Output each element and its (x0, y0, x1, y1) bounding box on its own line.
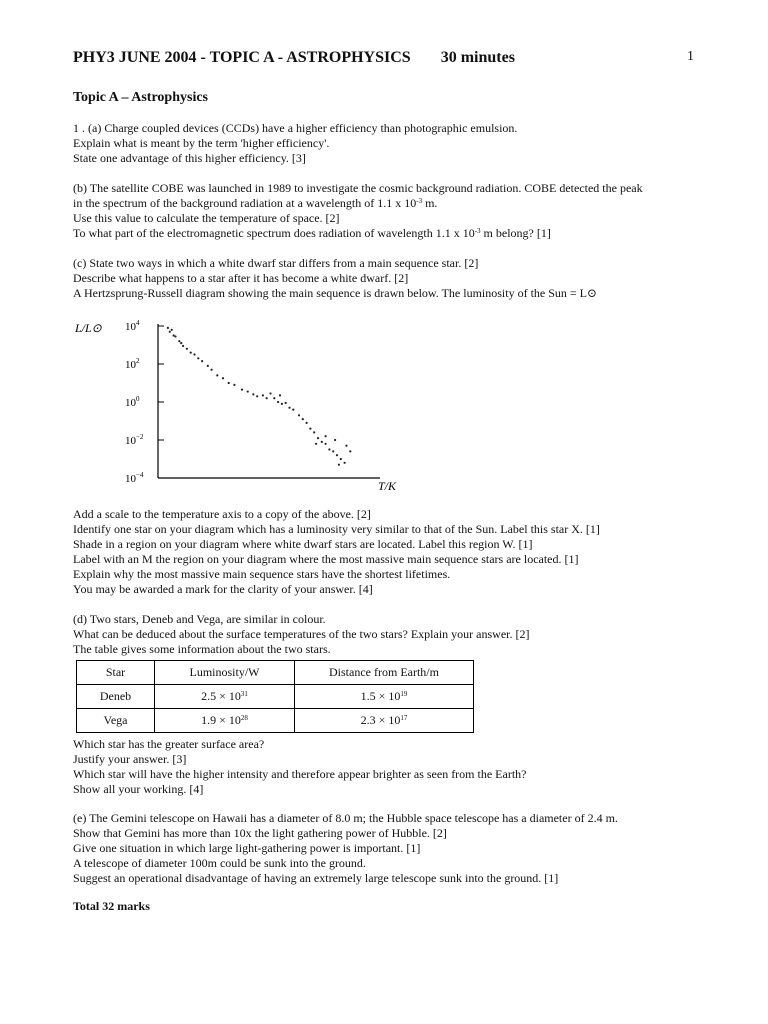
table-cell: Vega (77, 709, 155, 733)
q1b-line: (b) The satellite COBE was launched in 1989 to investigate the cosmic background radiation. COBE detected the peak (73, 181, 643, 195)
page-title (73, 49, 515, 67)
y-axis-label: L/L⊙ (75, 321, 102, 335)
star-point (222, 377, 224, 379)
star-point (338, 464, 340, 466)
table-cell: $2.3 \times 10^{17}$ (295, 709, 474, 733)
star-point (273, 397, 275, 399)
q1c-line: A Hertzsprung-Russell diagram showing the main sequence is drawn below. The luminosity of the Sun = L⊙ (73, 286, 598, 300)
q1d-after-line: Which star has the greater surface area? (73, 737, 265, 751)
q1d-line: The table gives some information about the two stars. (73, 642, 331, 656)
q1b-line: in the spectrum of the background radiation at a wavelength of 1.1 x $10^{-3}$ m. (73, 196, 438, 210)
star-point (288, 407, 290, 409)
table-row (77, 709, 474, 733)
star-point (174, 335, 176, 337)
q1d-line: (d) Two stars, Deneb and Vega, are similar in colour. (73, 612, 326, 626)
table-header: Distance from Earth/m (295, 661, 474, 685)
star-point (309, 428, 311, 430)
q1d-line: What can be deduced about the surface temperatures of the two stars? Explain your answer. [2] (73, 627, 530, 641)
q1b-line: Use this value to calculate the temperature of space. [2] (73, 211, 340, 225)
q1e-line: (e) The Gemini telescope on Hawaii has a diameter of 8.0 m; the Hubble space telescope has a diameter of 2.4 m. (73, 811, 618, 825)
star-point (178, 340, 180, 342)
y-tick-label: $10^0$ (125, 395, 140, 409)
star-point (193, 353, 195, 355)
star-point (281, 403, 283, 405)
q1c-after-line: Explain why the most massive main sequence stars have the shortest lifetimes. (73, 567, 451, 581)
star-point (167, 327, 169, 329)
star-point (252, 393, 254, 395)
table-cell: Deneb (77, 685, 155, 709)
star-point (336, 454, 338, 456)
star-point (228, 382, 230, 384)
star-point (349, 450, 351, 452)
star-point (256, 395, 258, 397)
q1a-line: Explain what is meant by the term 'higher efficiency'. (73, 136, 330, 150)
table-header: Star (77, 661, 155, 685)
star-point (190, 352, 192, 354)
q1e-line: Show that Gemini has more than 10x the light gathering power of Hubble. [2] (73, 826, 447, 840)
star-point (173, 334, 175, 336)
main-sequence-points (167, 327, 352, 466)
q1b-line: To what part of the electromagnetic spectrum does radiation of wavelength 1.1 x $10^{-3}$ m belong? [1] (73, 226, 551, 240)
star-point (169, 331, 171, 333)
star-point (321, 441, 323, 443)
exam-title: PHY3 JUNE 2004 - TOPIC A - ASTROPHYSICS (73, 49, 411, 66)
q1e-line: Suggest an operational disadvantage of having an extremely large telescope sunk into the ground. [1] (73, 871, 559, 885)
star-point (171, 329, 173, 331)
star-point (325, 443, 327, 445)
q1c-after-line: Label with an M the region on your diagram where the most massive main sequence stars are located. [1] (73, 552, 579, 566)
star-point (292, 409, 294, 411)
q1d-after-line: Show all your working. [4] (73, 782, 204, 796)
q1d-after-line: Justify your answer. [3] (73, 752, 187, 766)
star-point (262, 394, 264, 396)
star-point (315, 443, 317, 445)
table-row (77, 685, 474, 709)
star-point (233, 384, 235, 386)
q1c-after-line: Add a scale to the temperature axis to a copy of the above. [2] (73, 507, 371, 521)
star-point (325, 435, 327, 437)
q1c-after-line: You may be awarded a mark for the clarity of your answer. [4] (73, 582, 373, 596)
hr-diagram (70, 312, 410, 497)
star-point (328, 448, 330, 450)
star-table (76, 660, 474, 733)
total-marks: Total 32 marks (73, 899, 150, 913)
star-point (211, 369, 213, 371)
table-cell: $1.9 \times 10^{28}$ (155, 709, 295, 733)
table-cell: $1.5 \times 10^{19}$ (295, 685, 474, 709)
star-point (345, 445, 347, 447)
exam-duration: 30 minutes (440, 49, 515, 66)
star-point (201, 360, 203, 362)
star-point (182, 345, 184, 347)
table-header: Luminosity/W (155, 661, 295, 685)
q1a-line: 1 . (a) Charge coupled devices (CCDs) have a higher efficiency than photographic emulsion. (73, 121, 518, 135)
x-axis-label: T/K (378, 479, 397, 493)
star-point (317, 437, 319, 439)
q1e-line: A telescope of diameter 100m could be sunk into the ground. (73, 856, 366, 870)
star-point (186, 348, 188, 350)
star-point (340, 458, 342, 460)
y-tick-label: $10^{-4}$ (125, 471, 144, 485)
star-point (266, 397, 268, 399)
q1e-line: Give one situation in which large light-gathering power is important. [1] (73, 841, 421, 855)
star-point (344, 462, 346, 464)
star-point (298, 414, 300, 416)
star-point (285, 402, 287, 404)
star-point (313, 431, 315, 433)
y-tick-label: $10^2$ (125, 357, 140, 371)
star-point (247, 390, 249, 392)
y-tick-label: $10^4$ (125, 319, 140, 333)
star-point (277, 401, 279, 403)
star-point (197, 357, 199, 359)
q1c-line: Describe what happens to a star after it has become a white dwarf. [2] (73, 271, 409, 285)
star-point (216, 374, 218, 376)
y-tick-label: $10^{-2}$ (125, 433, 144, 447)
star-point (332, 450, 334, 452)
topic-heading: Topic A – Astrophysics (73, 90, 208, 105)
star-point (302, 418, 304, 420)
star-point (269, 392, 271, 394)
star-point (279, 394, 281, 396)
q1d-after-line: Which star will have the higher intensity and therefore appear brighter as seen from the Earth? (73, 767, 527, 781)
star-point (180, 342, 182, 344)
q1c-after-line: Shade in a region on your diagram where white dwarf stars are located. Label this region W. [1] (73, 537, 533, 551)
star-point (207, 365, 209, 367)
table-cell: $2.5 \times 10^{31}$ (155, 685, 295, 709)
star-point (306, 422, 308, 424)
q1c-line: (c) State two ways in which a white dwarf star differs from a main sequence star. [2] (73, 256, 479, 270)
star-point (334, 439, 336, 441)
table-header-row (77, 661, 474, 685)
q1c-after-line: Identify one star on your diagram which has a luminosity very similar to that of the Sun. Label this star X. [1] (73, 522, 600, 536)
page-number: 1 (687, 49, 694, 64)
star-point (241, 389, 243, 391)
q1a-line: State one advantage of this higher efficiency. [3] (73, 151, 306, 165)
